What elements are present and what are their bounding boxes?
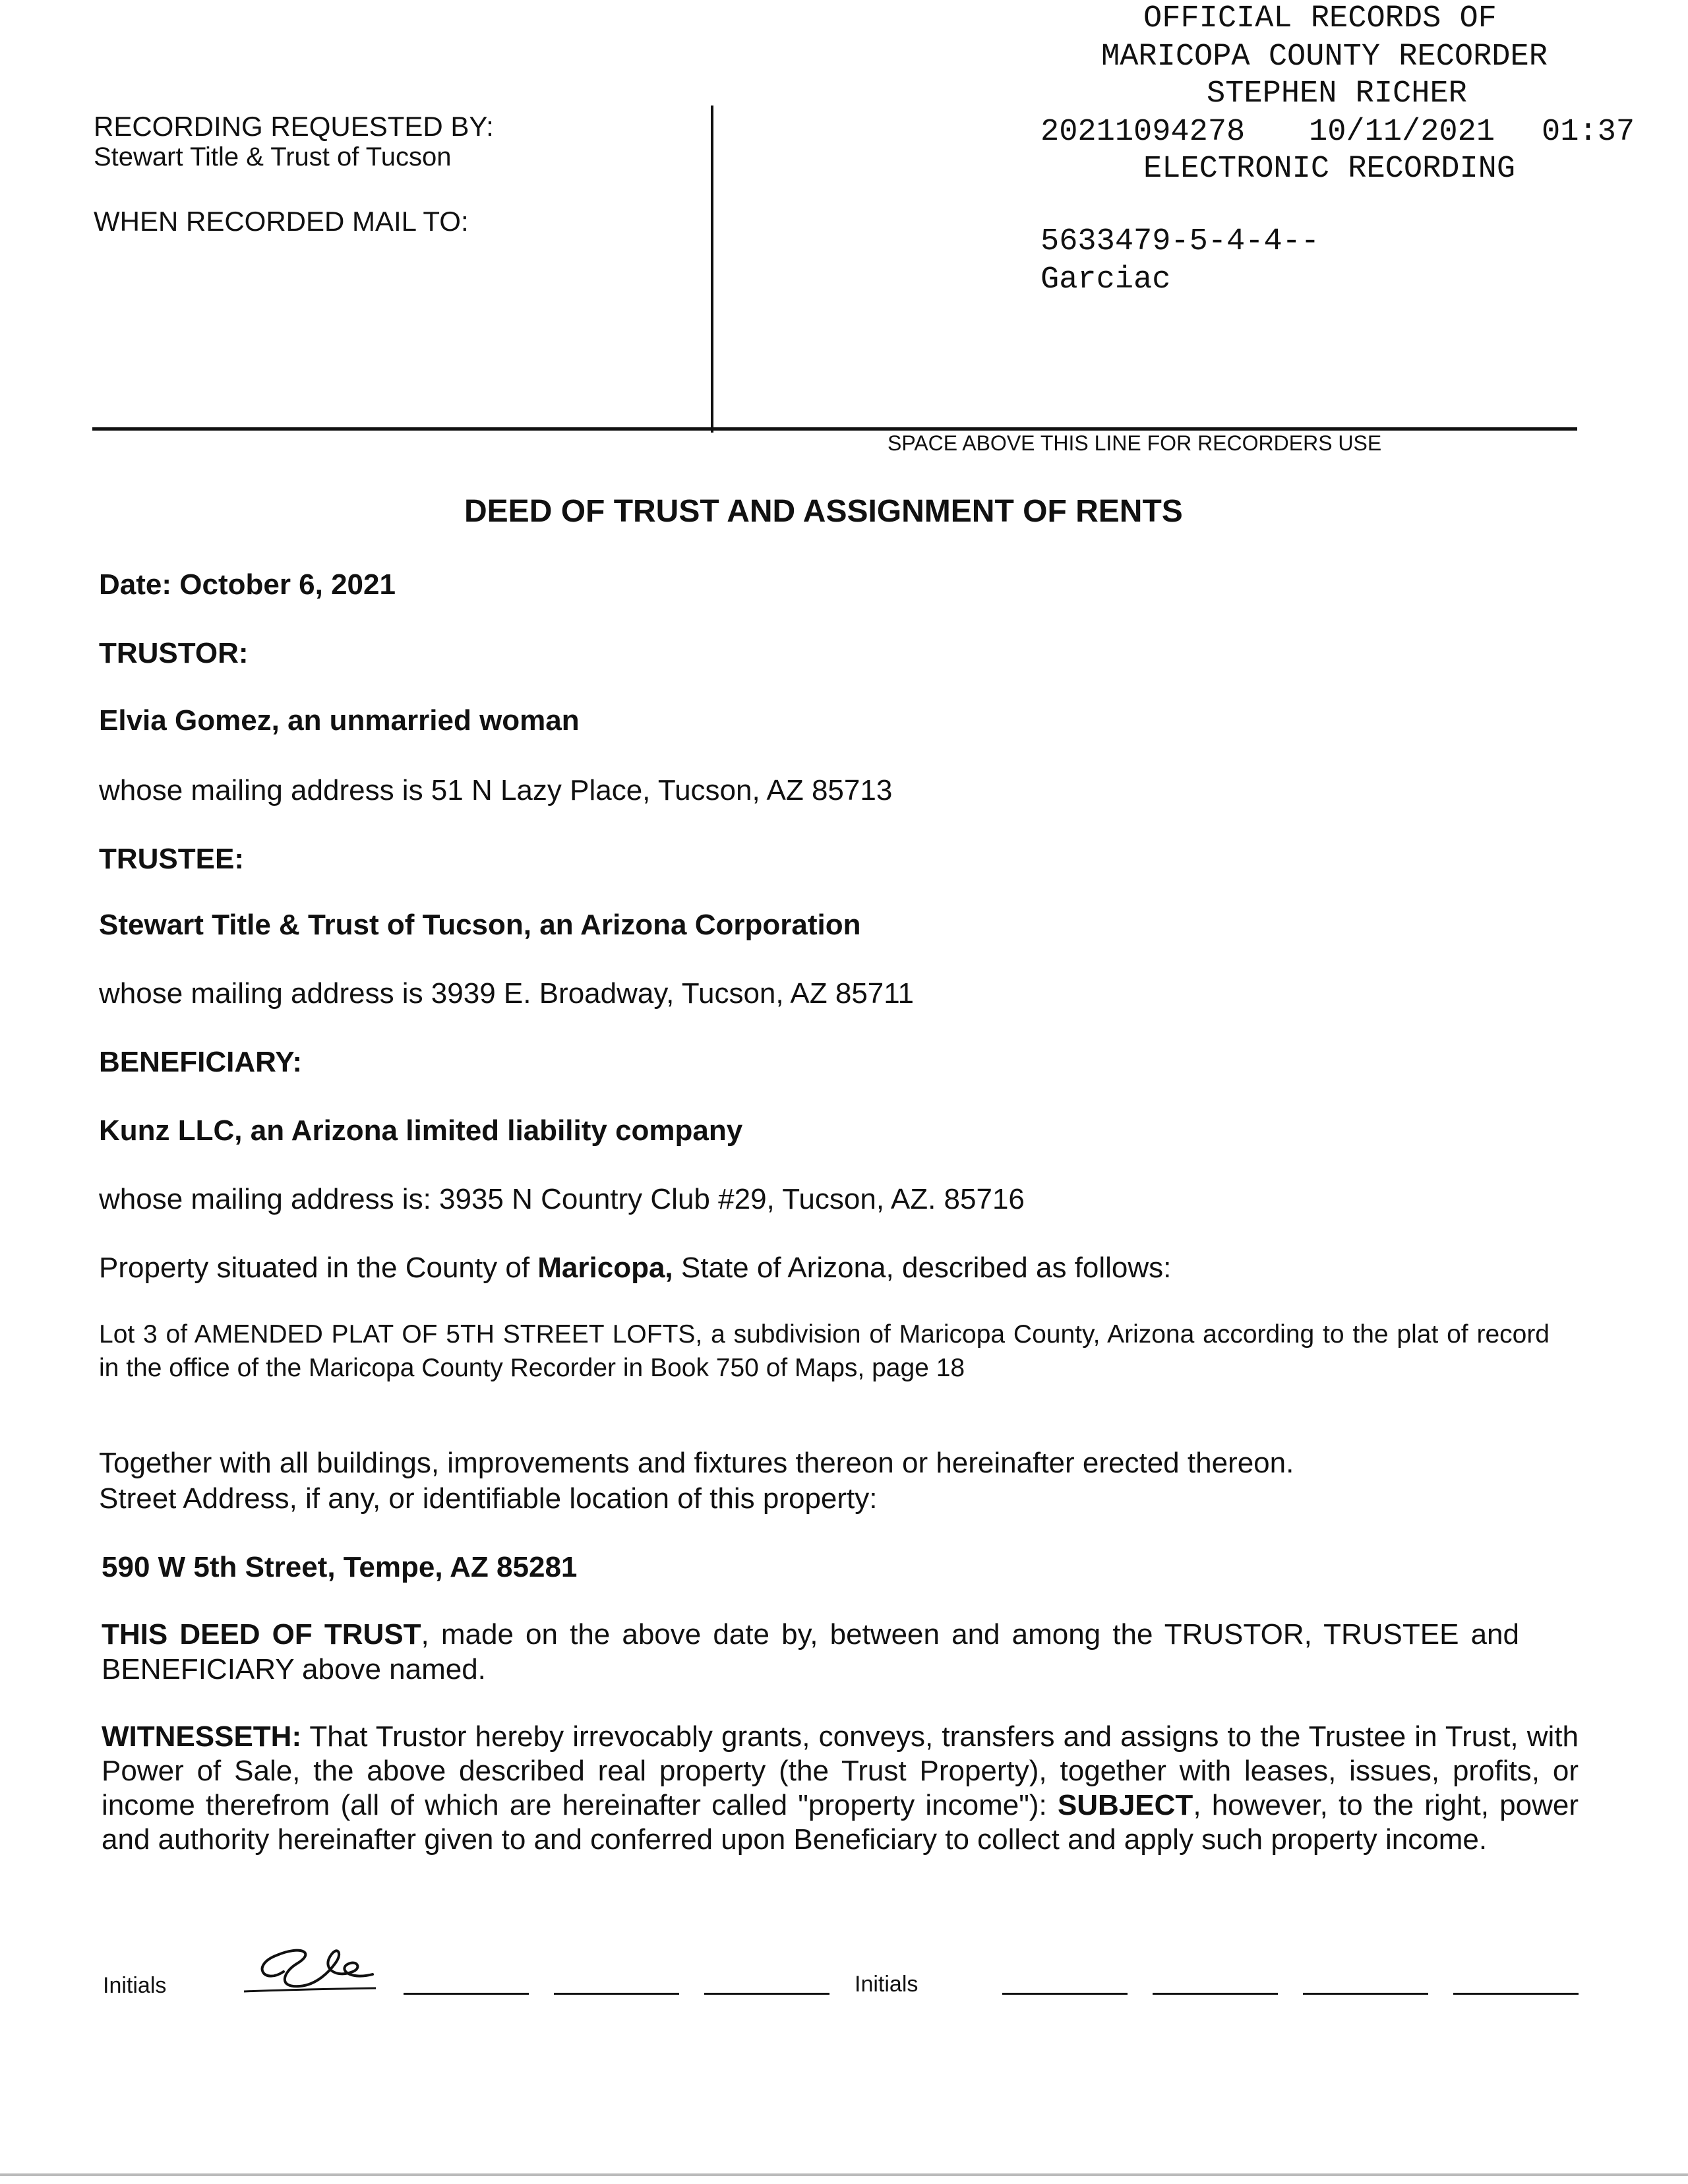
stamp-line-5: ELECTRONIC RECORDING <box>1143 152 1516 187</box>
initials-blank-1 <box>404 1993 529 1995</box>
stamp-code: 5633479-5-4-4-- <box>1040 224 1320 259</box>
trustor-name: Elvia Gomez, an unmarried woman <box>99 704 580 737</box>
together-line-1: Together with all buildings, improvements and fixtures thereon or hereinafter erected thereon. <box>99 1447 1294 1479</box>
beneficiary-heading: BENEFICIARY: <box>99 1046 302 1078</box>
deed-bold: THIS DEED OF TRUST <box>102 1618 421 1651</box>
street-address: 590 W 5th Street, Tempe, AZ 85281 <box>102 1551 578 1583</box>
stamp-instrument-number: 20211094278 <box>1040 115 1246 150</box>
initials-blank-2 <box>554 1993 679 1995</box>
document-title: DEED OF TRUST AND ASSIGNMENT OF RENTS <box>464 494 1183 529</box>
witnesseth-bold: WITNESSETH: <box>102 1720 302 1753</box>
initials-blank-6 <box>1303 1993 1428 1995</box>
stamp-line-1: OFFICIAL RECORDS OF <box>1143 1 1497 36</box>
trustee-name: Stewart Title & Trust of Tucson, an Arizona Corporation <box>99 909 861 941</box>
deed-paragraph <box>102 1617 1519 1687</box>
witnesseth-part1: That Trustor hereby irrevocably grants, conveys, transfers and assigns to the Trustee in Trust, with Power of Sale, the above described real property (the Trust Property), together with leases, issues, profits, or income therefrom (all of which are hereinafter called "property income"): <box>102 1720 1579 1821</box>
header-vertical-divider <box>711 106 713 433</box>
stamp-date: 10/11/2021 <box>1309 115 1495 150</box>
date-line: Date: October 6, 2021 <box>99 568 396 601</box>
trustee-heading: TRUSTEE: <box>99 843 244 875</box>
together-line-2: Street Address, if any, or identifiable location of this property: <box>99 1482 878 1515</box>
signature-initials <box>237 1926 382 2005</box>
recording-requested-value: Stewart Title & Trust of Tucson <box>94 142 452 171</box>
stamp-user: Garciac <box>1040 262 1171 297</box>
scan-edge <box>0 2173 1688 2176</box>
beneficiary-name: Kunz LLC, an Arizona limited liability company <box>99 1114 743 1147</box>
initials-blank-7 <box>1453 1993 1579 1995</box>
subject-bold: SUBJECT <box>1057 1789 1193 1821</box>
trustor-heading: TRUSTOR: <box>99 637 249 669</box>
recording-requested-label: RECORDING REQUESTED BY: <box>94 111 494 142</box>
legal-description: Lot 3 of AMENDED PLAT OF 5TH STREET LOFTS, a subdivision of Maricopa County, Arizona according to the plat of record in the office of the Maricopa County Recorder in Book 750 of Maps, page 18 <box>99 1320 1550 1382</box>
stamp-line-3: STEPHEN RICHER <box>1207 76 1467 111</box>
initials-left-label: Initials <box>103 1973 167 1998</box>
mail-to-label: WHEN RECORDED MAIL TO: <box>94 206 469 237</box>
beneficiary-address: whose mailing address is: 3935 N Country Club #29, Tucson, AZ. 85716 <box>99 1183 1025 1215</box>
initials-blank-4 <box>1002 1993 1128 1995</box>
deed-rest: , made on the above date by, between and among the TRUSTOR, TRUSTEE and BENEFICIARY above named. <box>102 1618 1519 1685</box>
property-intro-after: State of Arizona, described as follows: <box>673 1252 1172 1284</box>
property-intro-before: Property situated in the County of <box>99 1252 538 1284</box>
property-county: Maricopa, <box>537 1252 673 1284</box>
trustee-address: whose mailing address is 3939 E. Broadway, Tucson, AZ 85711 <box>99 977 914 1010</box>
trustor-address: whose mailing address is 51 N Lazy Place, Tucson, AZ 85713 <box>99 774 893 806</box>
recorders-use-note: SPACE ABOVE THIS LINE FOR RECORDERS USE <box>888 431 1382 455</box>
stamp-time: 01:37 <box>1542 115 1635 150</box>
witnesseth-paragraph <box>102 1720 1579 1857</box>
recorders-space-line <box>92 427 1577 431</box>
initials-blank-3 <box>704 1993 829 1995</box>
stamp-line-2: MARICOPA COUNTY RECORDER <box>1101 40 1548 75</box>
initials-blank-5 <box>1153 1993 1278 1995</box>
property-intro <box>99 1252 1171 1285</box>
initials-right-label: Initials <box>855 1972 919 1997</box>
witnesseth-part2: , however, to the right, power and authority hereinafter given to and conferred upon Beneficiary to collect and apply such property income. <box>102 1789 1579 1856</box>
